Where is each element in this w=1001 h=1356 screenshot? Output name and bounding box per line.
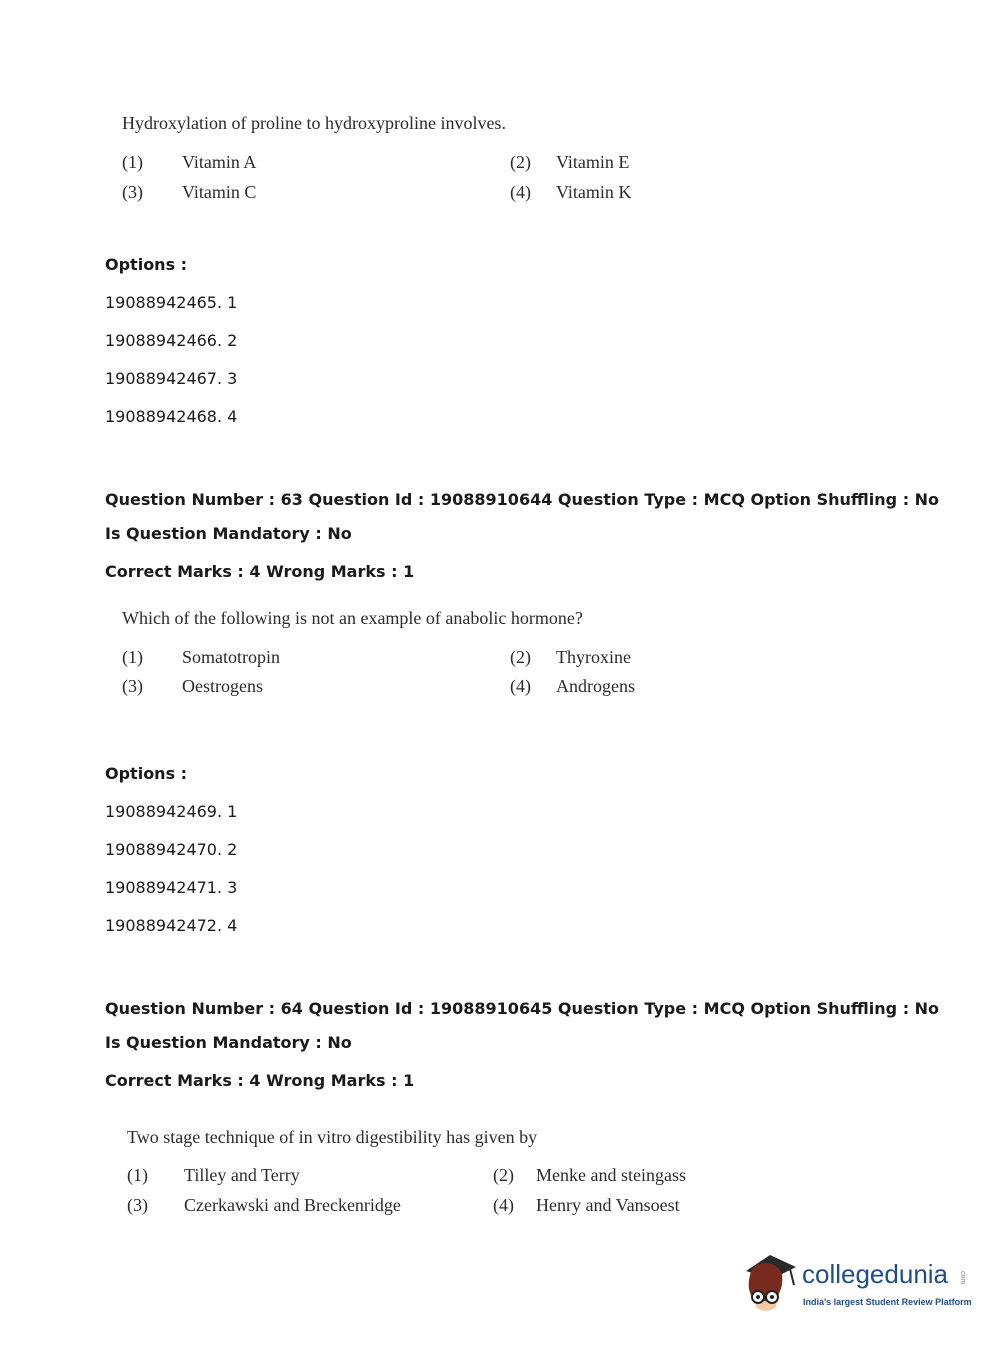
option-id: 19088942472. 4	[105, 916, 238, 935]
question-marks: Correct Marks : 4 Wrong Marks : 1	[105, 562, 415, 581]
question-stem: Two stage technique of in vitro digestibility has given by	[127, 1127, 538, 1147]
choice-2: (2) Vitamin E	[510, 152, 630, 172]
choice-3: (3) Oestrogens	[122, 676, 263, 696]
question-stem: Hydroxylation of proline to hydroxyproline involves.	[122, 113, 506, 133]
question-stem: Which of the following is not an example of anabolic hormone?	[122, 608, 583, 628]
question-meta: Question Number : 63 Question Id : 19088910644 Question Type : MCQ Option Shuffling : No	[105, 490, 940, 509]
logo-tagline: India's largest Student Review Platform	[803, 1297, 972, 1307]
choice-2: (2) Menke and steingass	[493, 1165, 686, 1185]
option-id: 19088942470. 2	[105, 840, 238, 859]
option-id: 19088942465. 1	[105, 293, 238, 312]
choice-3: (3) Vitamin C	[122, 182, 257, 202]
option-id: 19088942469. 1	[105, 802, 238, 821]
choice-3: (3) Czerkawski and Breckenridge	[127, 1195, 401, 1215]
choice-4: (4) Vitamin K	[510, 182, 632, 202]
question-meta: Question Number : 64 Question Id : 19088910645 Question Type : MCQ Option Shuffling : No	[105, 999, 940, 1018]
choice-4: (4) Henry and Vansoest	[493, 1195, 680, 1215]
option-id: 19088942468. 4	[105, 407, 238, 426]
choice-1: (1) Vitamin A	[122, 152, 257, 172]
choice-1: (1) Tilley and Terry	[127, 1165, 300, 1185]
question-mandatory: Is Question Mandatory : No	[105, 1033, 352, 1052]
option-id: 19088942471. 3	[105, 878, 238, 897]
mascot-icon	[740, 1249, 802, 1319]
options-label: Options :	[105, 255, 188, 274]
logo-suffix: .com	[959, 1269, 966, 1285]
option-id: 19088942467. 3	[105, 369, 238, 388]
logo-name: collegedunia	[802, 1259, 949, 1289]
question-mandatory: Is Question Mandatory : No	[105, 524, 352, 543]
question-marks: Correct Marks : 4 Wrong Marks : 1	[105, 1071, 415, 1090]
options-label: Options :	[105, 764, 188, 783]
choice-4: (4) Androgens	[510, 676, 635, 696]
choice-1: (1) Somatotropin	[122, 647, 280, 667]
choice-2: (2) Thyroxine	[510, 647, 631, 667]
collegedunia-logo	[740, 1245, 980, 1325]
option-id: 19088942466. 2	[105, 331, 238, 350]
